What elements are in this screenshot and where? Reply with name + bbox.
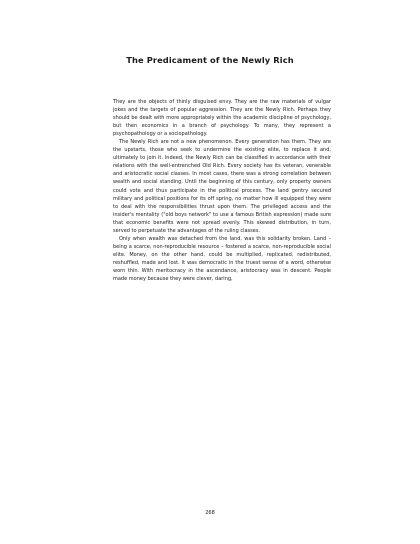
paragraph-1: They are the objects of thinly disguised envy. They are the raw materials of vulgar jokes and the targets of popular aggression. They are the Newly Rich. Perhaps they should be dealt with more appropriately within the academic discipline of psychology, but then economics in a branch of psychology. To many, they represent a psychopathology or a sociopathology.: [113, 99, 331, 138]
paragraph-2: The Newly Rich are not a new phenomenon. Every generation has them. They are the upstarts, those who seek to undermine the existing elite, to replace it and, ultimately to join it. Indeed, the Newly Rich can be classified in accordance with their relations with the well-entrenched Old Rich. Every society has its veteran, venerable and aristocratic social classes. In most cases, there was a strong correlation between wealth and social standing. Until the beginning of this century, only property owners could vote and thus participate in the political process. The land gentry secured military and political positions for its off spring, no matter how ill equipped they were to deal with the responsibilities thrust upon them. The privileged access and the insider's mentality ("old boys network" to use a famous British expression) made sure that economic benefits were not spread evenly. This skewed distribution, in turn, served to perpetuate the advantages of the ruling classes.: [113, 139, 331, 234]
paragraph-3: Only when wealth was detached from the land, was this solidarity broken. Land – being a scarce, non-reproducible resource – fostered a scarce, non-reproducible social elite. Money, on the other hand, could be multiplied, replicated, redistributed, reshuffled, made and lost. It was democratic in the truest sense of a word, otherwise worn thin. With meritocracy in the ascendance, aristocracy was in descent. People made money because they were clever, daring,: [113, 235, 331, 283]
page-number: 268: [205, 510, 215, 516]
body-text: [113, 98, 331, 283]
page-title: The Predicament of the Newly Rich: [126, 55, 294, 65]
